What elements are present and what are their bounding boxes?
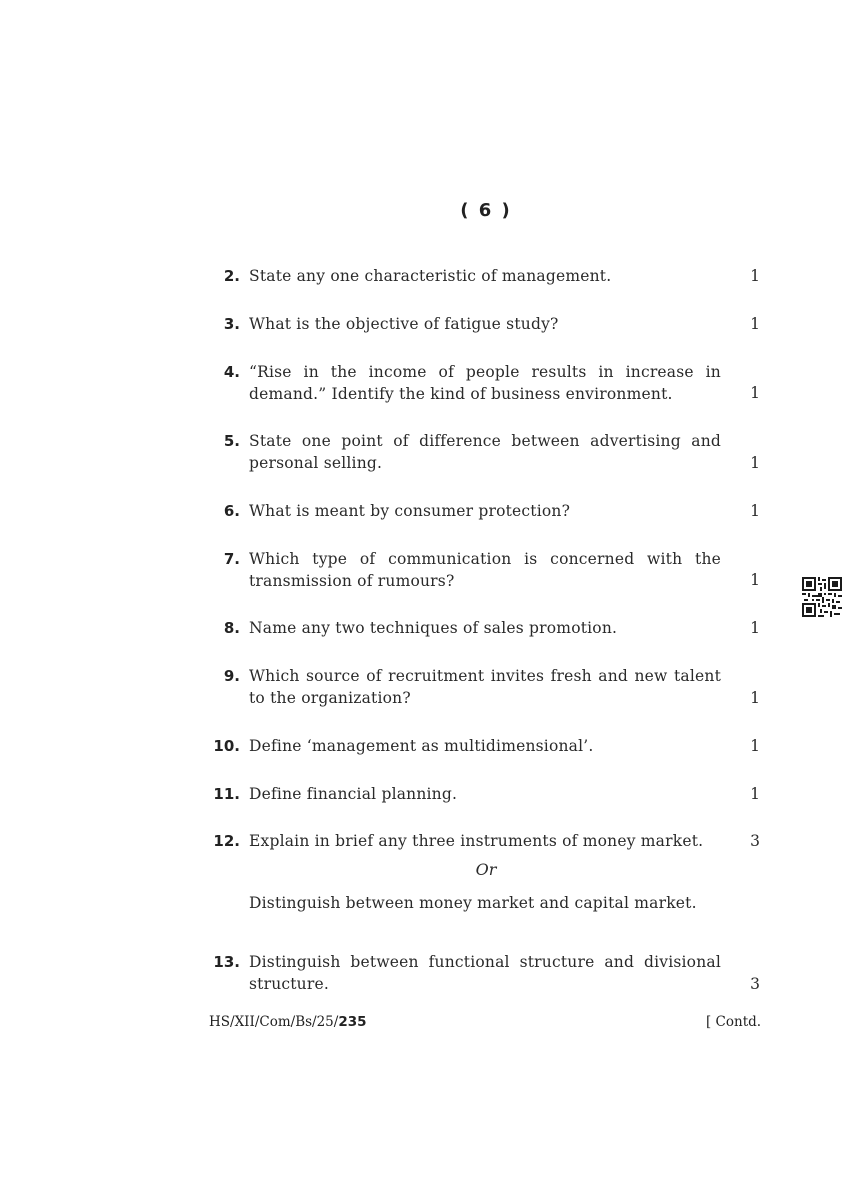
question-text: State any one characteristic of management. — [249, 267, 612, 285]
question-number: 4. — [223, 363, 240, 381]
qr-code-icon — [802, 577, 842, 617]
question-marks: 1 — [750, 454, 760, 472]
question-marks: 1 — [750, 785, 760, 803]
question-text: Distinguish between functional structure and divisional structure. — [249, 953, 721, 993]
paper-code-number: 235 — [338, 1014, 367, 1030]
question-text: Define ‘management as multidimensional’. — [249, 737, 594, 755]
question-number: 13. — [213, 953, 240, 971]
question-marks: 1 — [750, 384, 760, 402]
question-number: 5. — [223, 432, 240, 450]
question-marks: 3 — [750, 832, 760, 850]
question-text: Name any two techniques of sales promotion. — [249, 619, 618, 637]
question-text: Define financial planning. — [249, 785, 458, 803]
question-text: State one point of difference between advertising and personal selling. — [249, 432, 721, 472]
question-number: 7. — [223, 550, 240, 568]
question-marks: 1 — [750, 737, 760, 755]
question-number: 3. — [223, 315, 240, 333]
question-text: What is meant by consumer protection? — [249, 502, 571, 520]
question-marks: 1 — [750, 689, 760, 707]
question-number: 9. — [223, 667, 240, 685]
question-number: 12. — [213, 832, 240, 850]
question-number: 10. — [213, 737, 240, 755]
question-marks: 1 — [750, 571, 760, 589]
continued-label: [ Contd. — [706, 1014, 762, 1030]
question-marks: 1 — [750, 267, 760, 285]
question-alternative-text: Distinguish between money market and capital market. — [249, 894, 697, 912]
question-text: Explain in brief any three instruments of money market. — [249, 832, 704, 850]
question-marks: 1 — [750, 619, 760, 637]
question-text: What is the objective of fatigue study? — [249, 315, 559, 333]
question-number: 2. — [223, 267, 240, 285]
paper-code — [209, 1014, 367, 1030]
question-number: 8. — [223, 619, 240, 637]
question-marks: 3 — [750, 975, 760, 993]
question-text: “Rise in the income of people results in increase in demand.” Identify the kind of business environment. — [249, 363, 721, 403]
question-marks: 1 — [750, 502, 760, 520]
paper-code-prefix: HS/XII/Com/Bs/25/ — [209, 1014, 339, 1030]
or-label: Or — [475, 860, 497, 879]
question-text: Which source of recruitment invites fresh and new talent to the organization? — [249, 667, 721, 707]
question-text: Which type of communication is concerned with the transmission of rumours? — [249, 550, 721, 590]
question-number: 11. — [213, 785, 240, 803]
question-marks: 1 — [750, 315, 760, 333]
page-number: ( 6 ) — [460, 200, 512, 221]
question-number: 6. — [223, 502, 240, 520]
